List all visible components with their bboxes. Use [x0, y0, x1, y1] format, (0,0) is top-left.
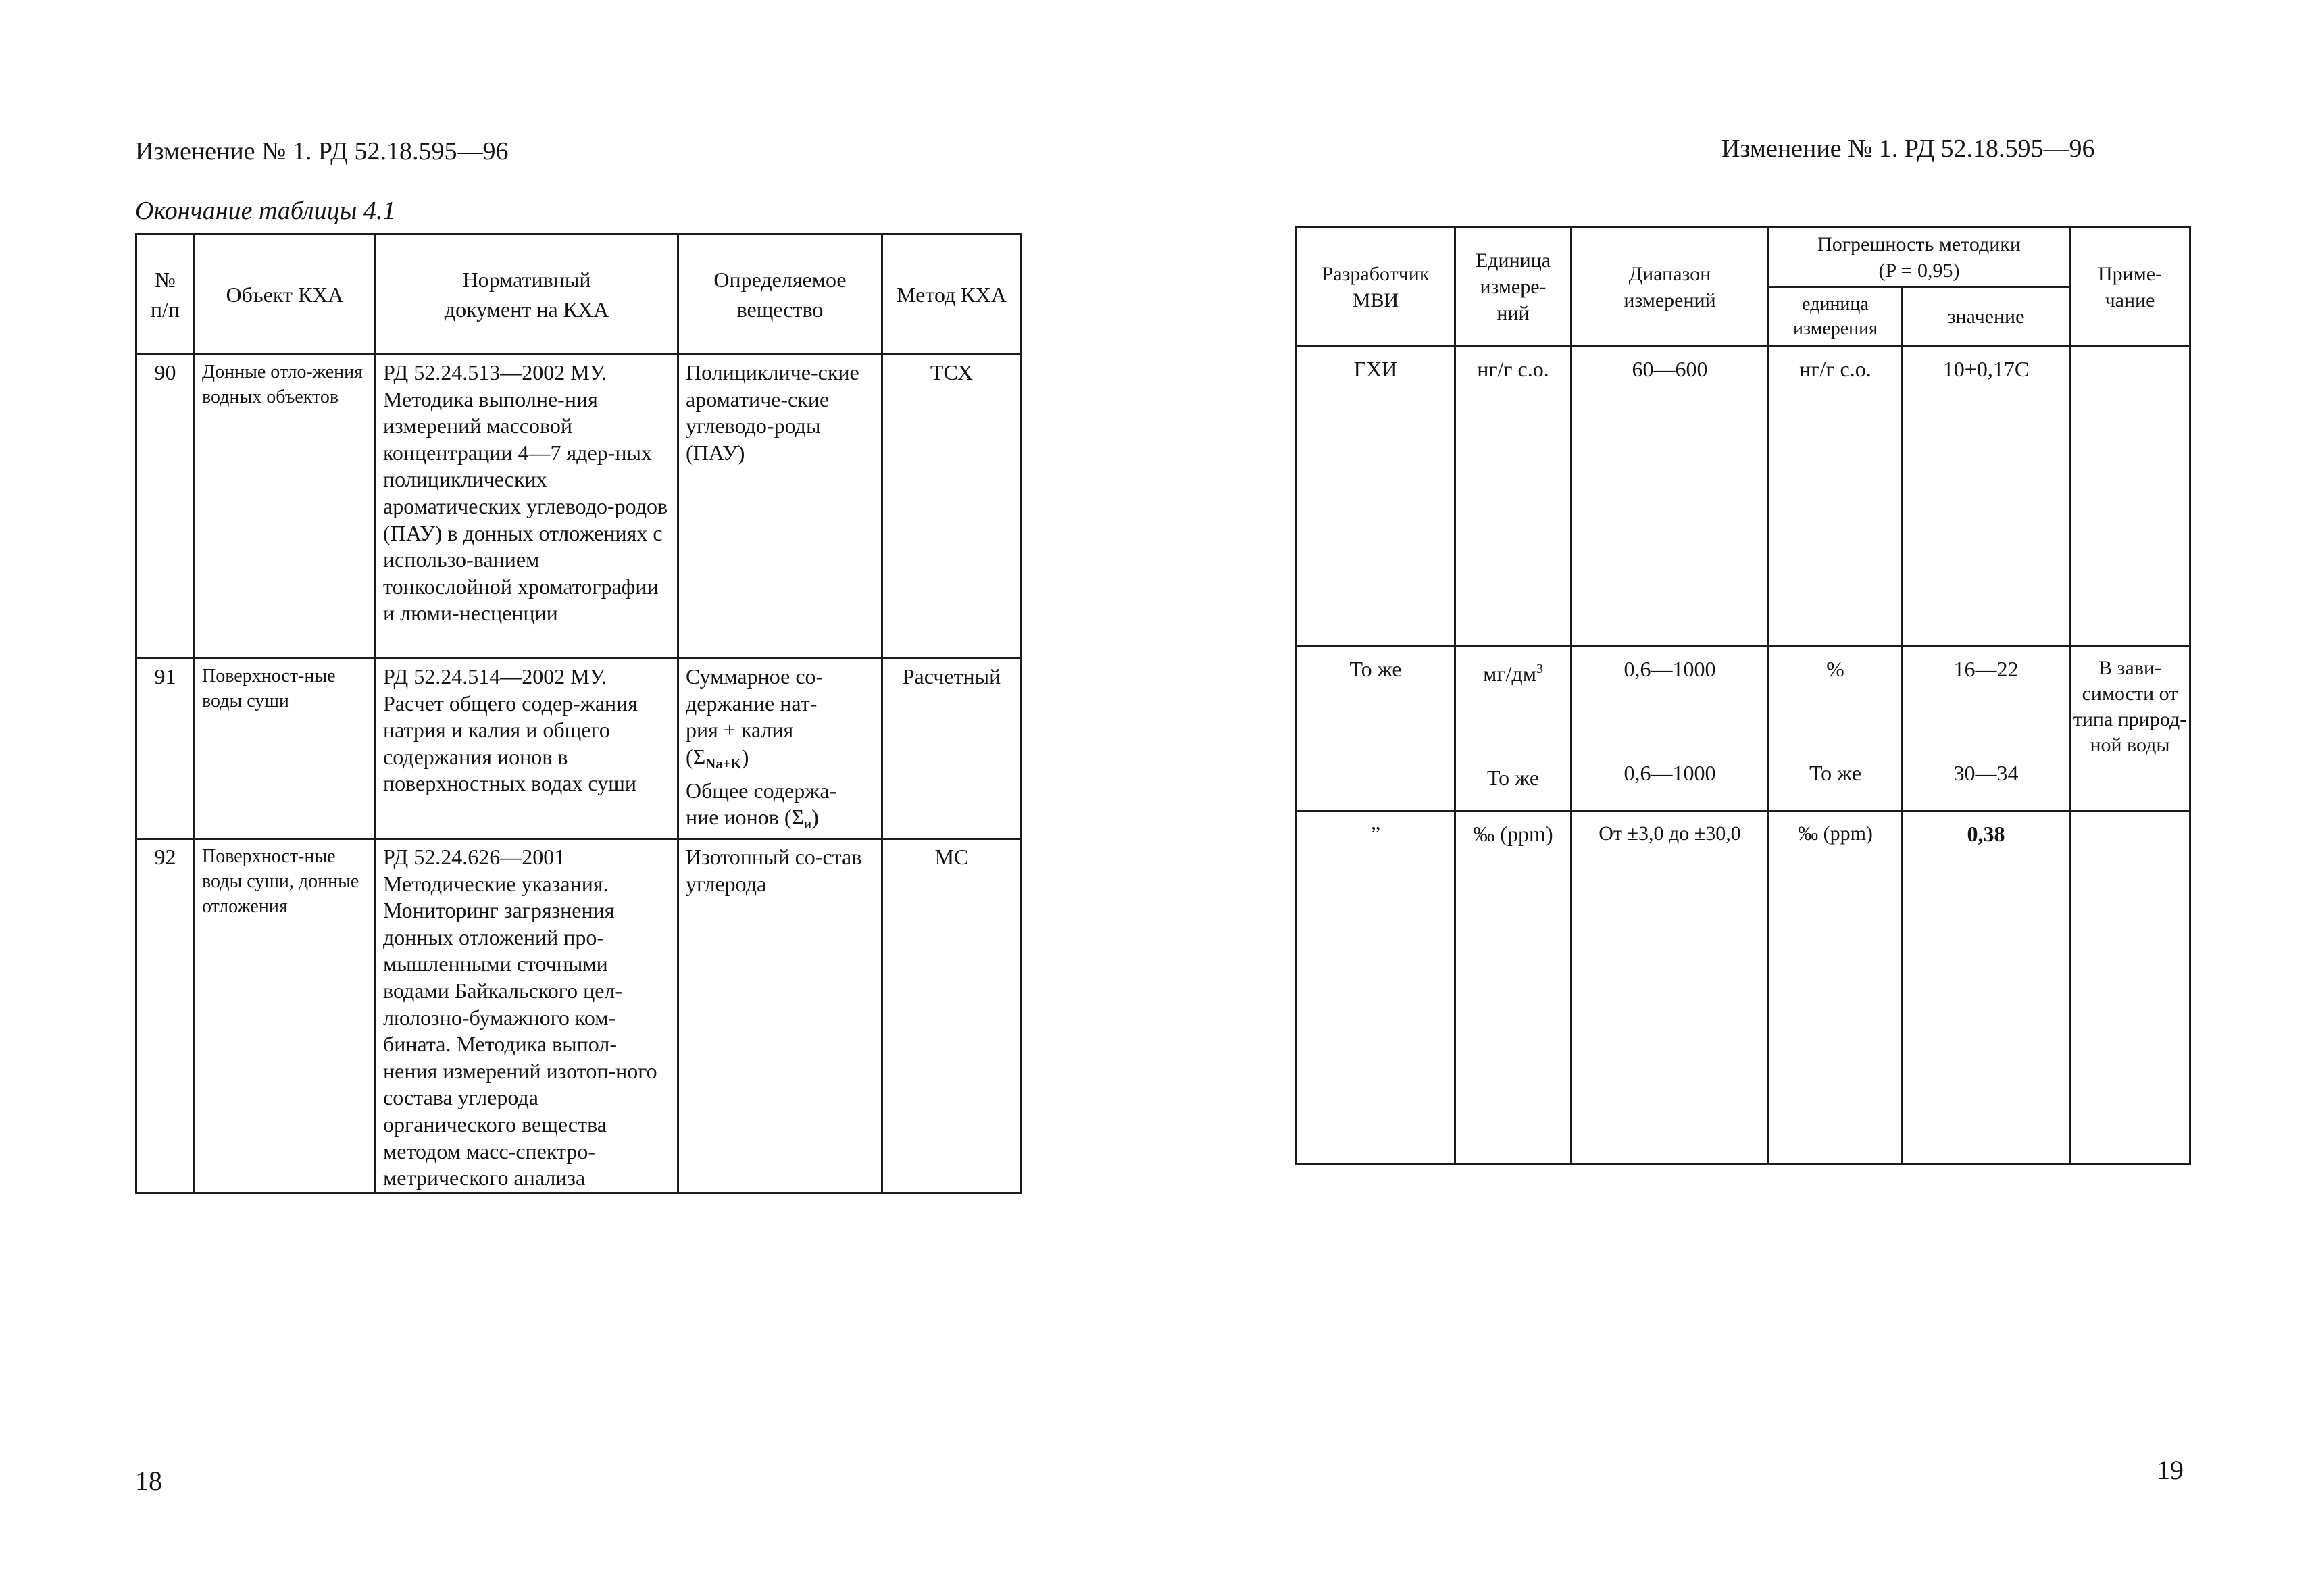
unit-value-2: То же	[1486, 765, 1540, 790]
sigma-subscript: Na+K	[705, 756, 742, 772]
row-note	[2070, 812, 2190, 1164]
unit-text: мг/дм	[1483, 661, 1536, 686]
substance-line: рия + калия	[686, 718, 794, 743]
table-row	[136, 355, 1022, 659]
row-document: РД 52.24.513—2002 МУ. Методика выполне-ния измерений массовой концентрации 4—7 ядер-ных полициклических ароматических углеводо-родов (ПАУ) в донных отложениях с использо-ванием тонкослойной хроматографии и люми-несценции	[376, 355, 678, 659]
row-object: Донные отло-жения водных объектов	[195, 355, 376, 659]
row-method: МС	[882, 839, 1022, 1193]
row-error-value	[1903, 647, 2070, 812]
range-value-2: 0,6—1000	[1624, 761, 1716, 785]
header-range: Диапазон измерений	[1571, 228, 1769, 347]
header-error-p: (P = 0,95)	[1878, 259, 1960, 282]
substance-line-text: ние ионов	[686, 805, 779, 830]
row-unit: нг/г с.о.	[1455, 347, 1571, 647]
error-unit-value: %	[1826, 657, 1844, 681]
header-unit: Единица измере-ний	[1455, 228, 1571, 347]
table-row	[1297, 347, 2190, 647]
table-row	[1297, 647, 2190, 812]
row-range: 60—600	[1571, 347, 1769, 647]
table-caption: Окончание таблицы 4.1	[135, 197, 396, 225]
row-object: Поверхност-ные воды суши	[195, 659, 376, 839]
substance-line: держание нат-	[686, 691, 818, 716]
table-row	[136, 659, 1022, 839]
error-value: 16—22	[1953, 657, 2019, 681]
left-page-number: 18	[135, 1466, 162, 1496]
row-error-unit: ‰ (ppm)	[1769, 812, 1903, 1164]
row-document: РД 52.24.514—2002 МУ. Расчет общего содер-жания натрия и калия и общего содержания ионов в поверхностных водах суши	[376, 659, 678, 839]
right-page-number: 19	[2157, 1455, 2184, 1485]
row-developer: То же	[1297, 647, 1455, 812]
header-error-value: значение	[1903, 287, 2070, 347]
row-error-value: 10+0,17C	[1903, 347, 2070, 647]
row-method: Расчетный	[882, 659, 1022, 839]
error-value-2: 30—34	[1953, 761, 2019, 785]
row-unit	[1455, 647, 1571, 812]
header-developer: Разработчик МВИ	[1297, 228, 1455, 347]
unit-superscript: 3	[1536, 662, 1543, 676]
row-document: РД 52.24.626—2001 Методические указания. Мониторинг загрязнения донных отложений про-мышленными сточными водами Байкальского цел-люлозно-бумажного ком-бината. Методика выпол-нения измерений изотоп-ного состава углерода органического вещества методом масс-спектро-метрического анализа	[376, 839, 678, 1193]
row-developer: ГХИ	[1297, 347, 1455, 647]
right-page-header: Изменение № 1. РД 52.18.595—96	[1721, 134, 2095, 163]
range-value: 0,6—1000	[1624, 657, 1716, 681]
row-method: ТСХ	[882, 355, 1022, 659]
table-row	[136, 839, 1022, 1193]
right-table	[1295, 226, 2191, 1165]
substance-line: Общее содержа-	[686, 778, 837, 803]
row-substance	[678, 659, 882, 839]
substance-line: Суммарное со-	[686, 664, 824, 689]
left-table-header-row	[136, 234, 1022, 355]
header-error-title: Погрешность методики	[1817, 232, 2021, 255]
header-error-unit: единица измерения	[1769, 287, 1903, 347]
error-unit-value-2: То же	[1809, 761, 1862, 785]
row-range: От ±3,0 до ±30,0	[1571, 812, 1769, 1164]
row-error-value: 0,38	[1903, 812, 2070, 1164]
row-range	[1571, 647, 1769, 812]
sigma-symbol: Σ	[791, 805, 805, 830]
row-developer: ”	[1297, 812, 1455, 1164]
unit-value	[1456, 655, 1570, 687]
sigma-na-k: $(\Sigma_{Na+K})$	[686, 744, 749, 772]
right-table-header-row	[1297, 228, 2190, 287]
sigma-symbol: Σ	[693, 744, 706, 769]
row-error-unit: нг/г с.о.	[1769, 347, 1903, 647]
row-object: Поверхност-ные воды суши, донные отложения	[195, 839, 376, 1193]
row-num: 91	[136, 659, 195, 839]
row-num: 90	[136, 355, 195, 659]
row-substance: Полицикличе-ские ароматиче-ские углеводо-роды (ПАУ)	[678, 355, 882, 659]
table-row	[1297, 812, 2190, 1164]
row-error-unit	[1769, 647, 1903, 812]
header-object: Объект КХА	[195, 234, 376, 355]
header-method: Метод КХА	[882, 234, 1022, 355]
header-substance: Определяемое вещество	[678, 234, 882, 355]
row-substance: Изотопный со-став углерода	[678, 839, 882, 1193]
row-unit: ‰ (ppm)	[1455, 812, 1571, 1164]
sigma-subscript: и	[804, 816, 812, 832]
left-page-header: Изменение № 1. РД 52.18.595—96	[135, 137, 509, 166]
header-document: Нормативный документ на КХА	[376, 234, 678, 355]
row-note	[2070, 347, 2190, 647]
row-note: В зави-симости от типа природ-ной воды	[2070, 647, 2190, 812]
left-table	[135, 233, 1022, 1194]
substance-line: ние ионов $(\Sigma_и)$	[686, 805, 819, 832]
header-note: Приме-чание	[2070, 228, 2190, 347]
header-error	[1769, 228, 2070, 287]
header-num: № п/п	[136, 234, 195, 355]
row-num: 92	[136, 839, 195, 1193]
